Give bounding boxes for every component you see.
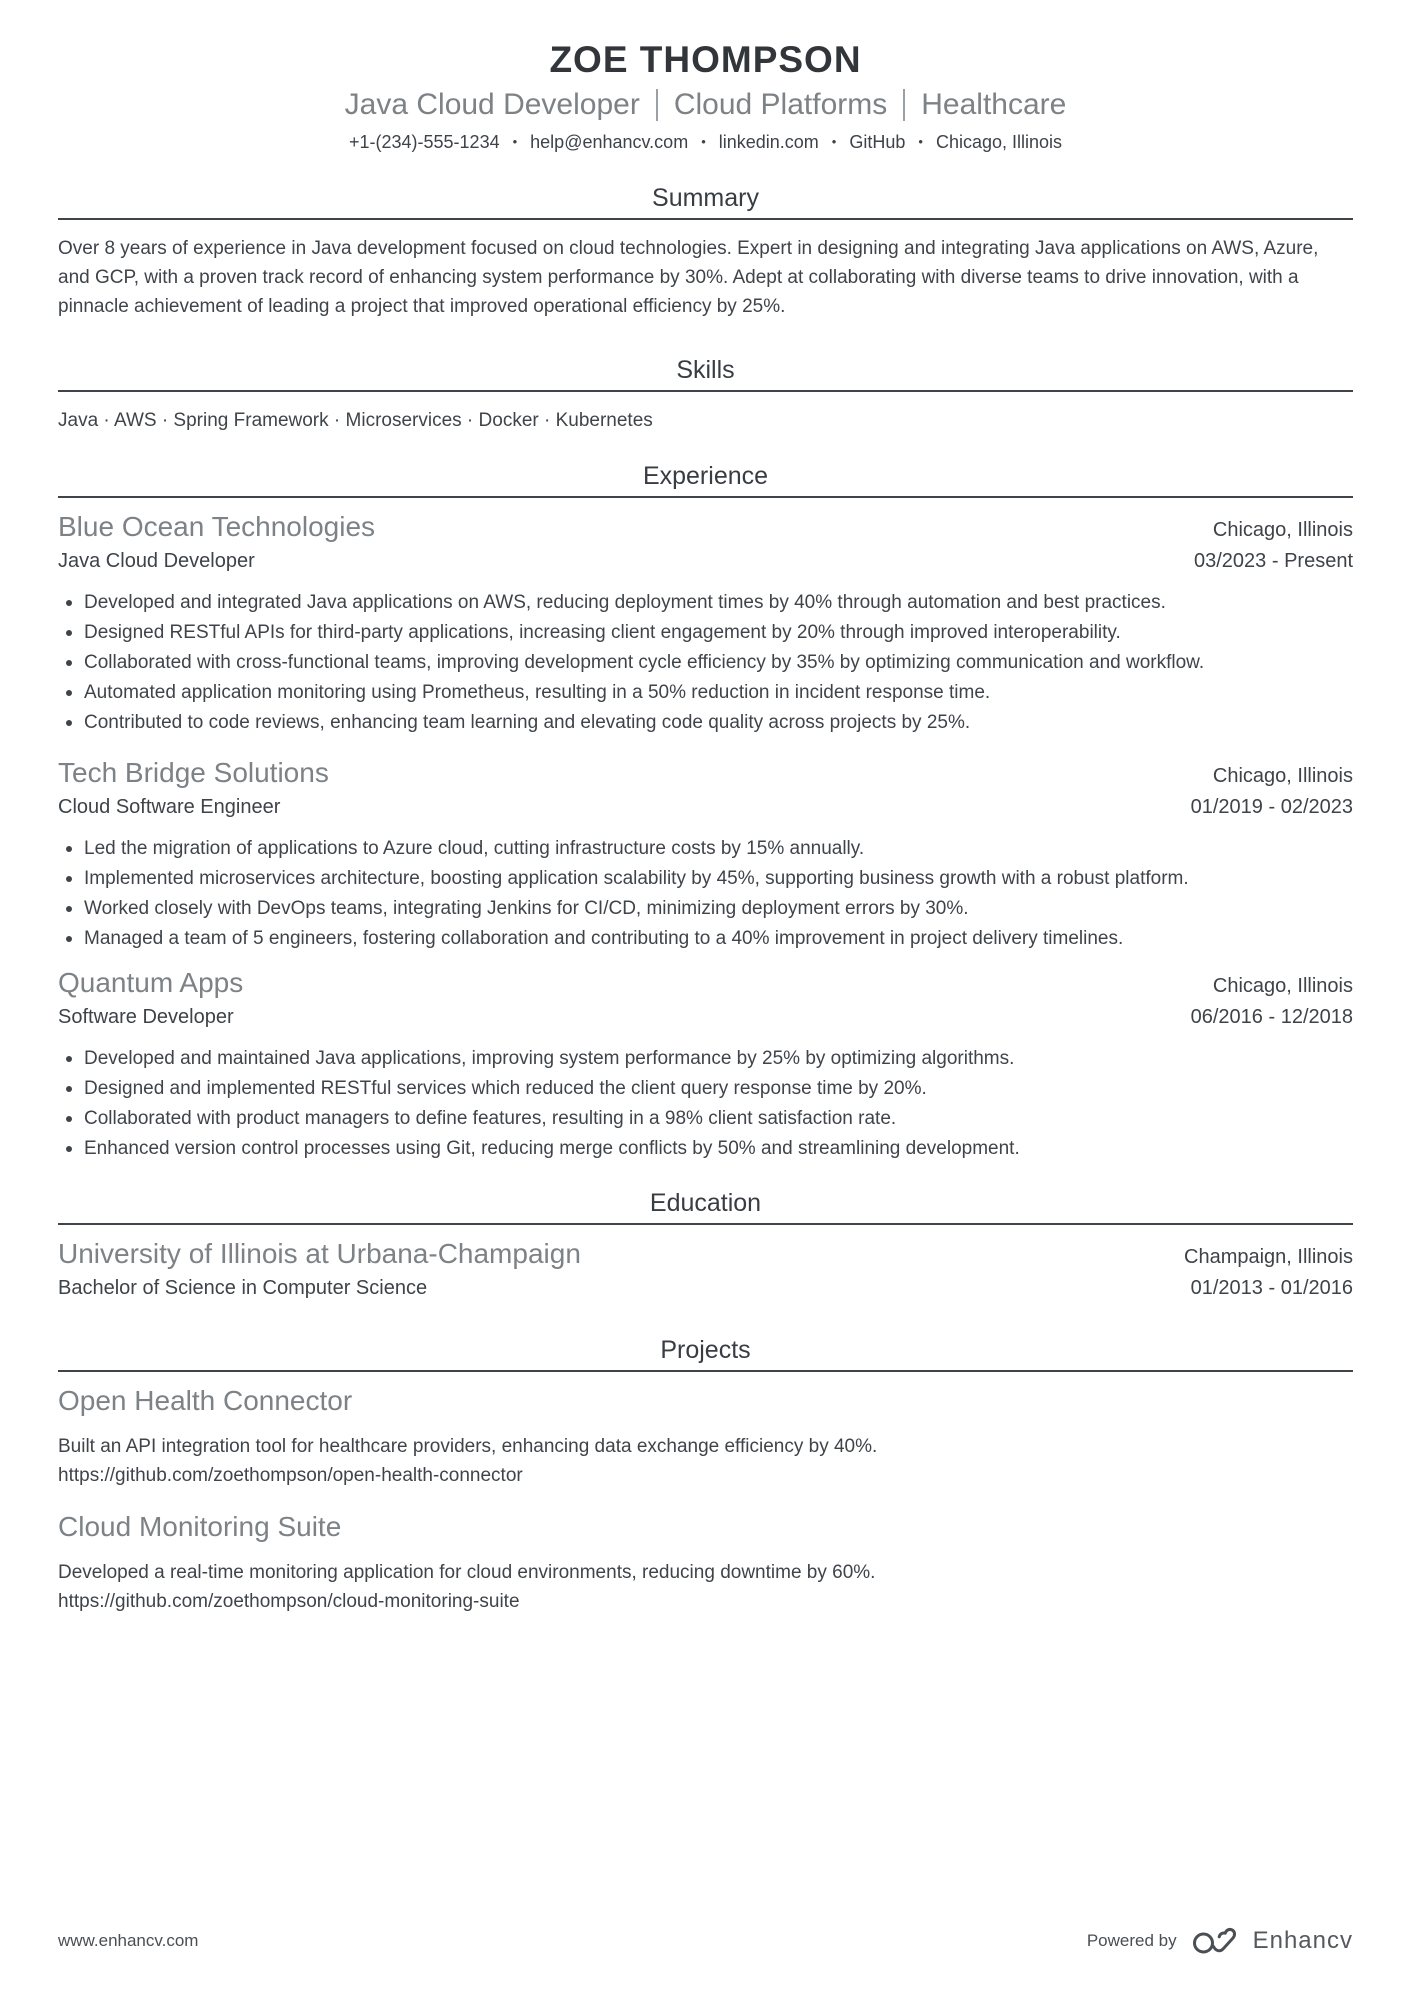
enhancv-wordmark: Enhancv [1252,1927,1353,1954]
section-divider [58,1370,1353,1372]
enhancv-logo-icon [1191,1925,1239,1957]
job-dates: 06/2016 - 12/2018 [1190,1006,1353,1028]
company-name: Quantum Apps [58,967,244,998]
entry-role-row [58,1275,1353,1301]
contact-separator: • [701,134,706,149]
footer-branding [1087,1925,1353,1957]
job-title: Software Developer [58,1006,234,1028]
bullet-list [58,834,1353,954]
entry-header-row [58,966,1353,1000]
section-projects [58,1335,1353,1616]
project-name: Cloud Monitoring Suite [58,1511,342,1542]
job-dates: 03/2023 - Present [1194,550,1353,572]
summary-text: Over 8 years of experience in Java development focused on cloud technologies. Expert in designing and integrating Java applications on AWS, Azure, and GCP, with a proven track record of enhancing system performance by 30%. Adept at collaborating with diverse teams to drive innovation, with a pinnacle achievement of leading a project that improved operational efficiency by 25%. [58,238,1319,317]
bullet-list [58,588,1353,738]
bullet-item: Collaborated with cross-functional teams, improving development cycle efficiency by 35% by optimizing communication and workflow. [58,648,1353,678]
project-name: Open Health Connector [58,1385,353,1416]
company-location: Chicago, Illinois [1212,519,1353,541]
project-url-link[interactable]: https://github.com/zoethompson/open-health-connector [58,1465,523,1486]
skills-list: Java · AWS · Spring Framework · Microservices · Docker · Kubernetes [58,410,653,431]
section-divider [58,218,1353,220]
contact-linkedin-link[interactable]: linkedin.com [718,132,819,152]
bullet-item: Contributed to code reviews, enhancing team learning and elevating code quality across projects by 25%. [58,708,1353,738]
tagline-industry: Healthcare [921,88,1067,121]
resume-header [58,40,1353,153]
tagline-separator [903,89,905,121]
contact-email[interactable]: help@enhancv.com [530,132,689,152]
powered-by-label: Powered by [1086,1931,1177,1950]
section-divider [58,1223,1353,1225]
job-dates: 01/2019 - 02/2023 [1190,796,1353,818]
bullet-item: Developed and maintained Java applications, improving system performance by 25% by optimizing algorithms. [58,1044,1353,1074]
enhancv-site-link[interactable]: www.enhancv.com [58,1931,199,1950]
page-footer [58,1925,1353,1957]
experience-entry [58,756,1353,954]
contact-location: Chicago, Illinois [935,132,1063,152]
job-title: Cloud Software Engineer [58,796,281,818]
entry-role-row [58,1004,1353,1030]
candidate-name: ZOE THOMPSON [549,39,862,80]
entry-role-row [58,548,1353,574]
bullet-item: Designed RESTful APIs for third-party applications, increasing client engagement by 20% through improved interoperability. [58,618,1353,648]
contact-line [58,131,1353,153]
company-name: Blue Ocean Technologies [58,511,376,542]
candidate-tagline [58,87,1353,123]
school-name: University of Illinois at Urbana-Champaign [58,1238,581,1269]
bullet-item: Managed a team of 5 engineers, fostering collaboration and contributing to a 40% improvement in project delivery timelines. [58,924,1353,954]
entry-header-row [58,756,1353,790]
section-divider [58,496,1353,498]
section-divider [58,390,1353,392]
section-experience [58,461,1353,1164]
company-location: Chicago, Illinois [1212,975,1353,997]
section-summary [58,183,1353,321]
section-skills [58,355,1353,435]
bullet-item: Worked closely with DevOps teams, integrating Jenkins for CI/CD, minimizing deployment errors by 30%. [58,894,1353,924]
project-url-link[interactable]: https://github.com/zoethompson/cloud-monitoring-suite [58,1591,520,1612]
bullet-item: Automated application monitoring using Prometheus, resulting in a 50% reduction in incident response time. [58,678,1353,708]
section-title-summary: Summary [652,184,759,212]
company-location: Chicago, Illinois [1212,765,1353,787]
project-entry [58,1510,1353,1616]
education-entry [58,1237,1353,1301]
education-dates: 01/2013 - 01/2016 [1190,1277,1353,1299]
project-entry [58,1384,1353,1490]
bullet-item: Collaborated with product managers to define features, resulting in a 98% client satisfaction rate. [58,1104,1353,1134]
entry-header-row [58,1237,1353,1271]
job-title: Java Cloud Developer [58,550,255,572]
degree: Bachelor of Science in Computer Science [58,1277,428,1299]
contact-phone: +1-(234)-555-1234 [348,132,500,152]
bullet-item: Enhanced version control processes using Git, reducing merge conflicts by 50% and streamlining development. [58,1134,1353,1164]
experience-entry [58,966,1353,1164]
company-name: Tech Bridge Solutions [58,757,329,788]
contact-separator: • [512,134,518,149]
section-education [58,1188,1353,1301]
section-title-skills: Skills [676,356,735,384]
school-location: Champaign, Illinois [1184,1246,1353,1268]
entry-header-row [58,510,1353,544]
section-title-projects: Projects [660,1336,751,1364]
entry-role-row [58,794,1353,820]
contact-separator: • [918,134,923,149]
bullet-list [58,1044,1353,1164]
project-description: Developed a real-time monitoring application for cloud environments, reducing downtime by 60%. [58,1562,876,1583]
bullet-item: Designed and implemented RESTful services which reduced the client query response time by 20%. [58,1074,1353,1104]
experience-entry [58,510,1353,738]
section-title-experience: Experience [642,462,769,490]
tagline-specialty: Cloud Platforms [673,88,888,121]
tagline-separator [656,89,658,121]
bullet-item: Developed and integrated Java applications on AWS, reducing deployment times by 40% through automation and best practices. [58,588,1353,618]
project-description: Built an API integration tool for healthcare providers, enhancing data exchange efficiency by 40%. [58,1436,878,1457]
section-title-education: Education [649,1189,762,1217]
tagline-role: Java Cloud Developer [344,88,640,121]
contact-github-link[interactable]: GitHub [849,132,906,152]
contact-separator: • [831,134,837,149]
bullet-item: Implemented microservices architecture, boosting application scalability by 45%, supporting business growth with a robust platform. [58,864,1353,894]
bullet-item: Led the migration of applications to Azure cloud, cutting infrastructure costs by 15% annually. [58,834,1353,864]
